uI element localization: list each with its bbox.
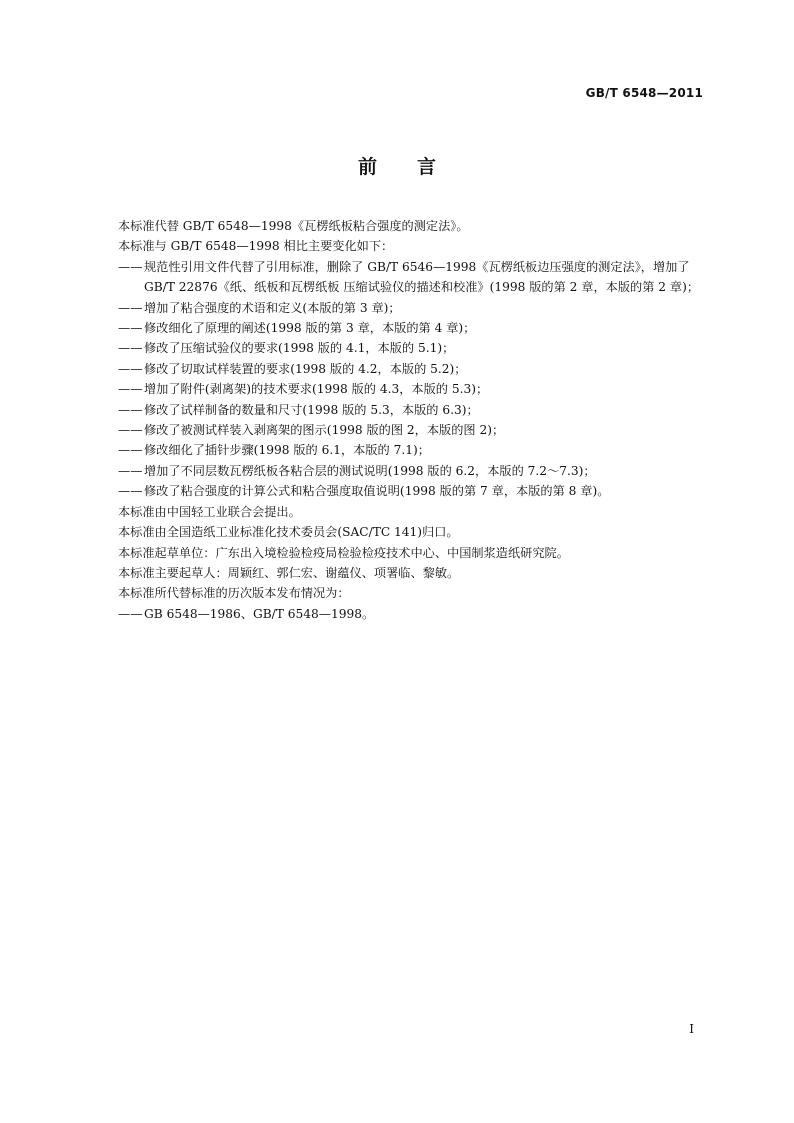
list-dash: —— <box>118 341 143 356</box>
closing-paragraph: 本标准起草单位：广东出入境检验检疫局检验检疫技术中心、中国制浆造纸研究院。 <box>118 545 569 560</box>
change-list-item <box>118 298 708 318</box>
change-list-item <box>118 461 708 481</box>
list-dash: —— <box>118 484 143 499</box>
change-item-text: 修改了切取试样装置的要求(1998 版的 4.2，本版的 5.2)； <box>144 361 467 376</box>
intro-paragraph: 本标准与 GB/T 6548—1998 相比主要变化如下： <box>118 239 394 254</box>
change-list-item <box>118 318 708 338</box>
list-dash: —— <box>118 361 143 376</box>
change-item-text: 增加了粘合强度的术语和定义(本版的第 3 章)； <box>144 300 401 315</box>
change-list-item <box>118 359 708 379</box>
change-list-item <box>118 379 708 399</box>
change-list-item <box>118 481 708 501</box>
change-item-text: 增加了不同层数瓦楞纸板各粘合层的测试说明(1998 版的 6.2，本版的 7.2～7.3)； <box>144 463 596 478</box>
change-item-text: 修改了被测试样装入剥离架的图示(1998 版的图 2，本版的图 2)； <box>144 423 505 438</box>
page-title: 前言 <box>357 156 476 178</box>
page-number: I <box>689 1022 694 1036</box>
closing-paragraph: 本标准由中国轻工业联合会提出。 <box>118 504 301 519</box>
intro-paragraph: 本标准代替 GB/T 6548—1998《瓦楞纸板粘合强度的测定法》。 <box>118 219 469 233</box>
change-item-text: 修改了压缩试验仪的要求(1998 版的 4.1，本版的 5.1)； <box>144 341 455 356</box>
history-list-item <box>118 604 708 624</box>
change-item-text: 修改细化了原理的阐述(1998 版的第 3 章，本版的第 4 章)； <box>144 321 476 336</box>
change-item-text: 规范性引用文件代替了引用标准，删除了 GB/T 6546—1998《瓦楞纸板边压强度的测定法》，增加了 GB/T 22876《纸、纸板和瓦楞纸板 压缩试验仪的描述和校准》(1998 版的第 2 章，本版的第 2 章)； <box>144 259 700 295</box>
change-list-item <box>118 257 708 298</box>
list-dash: —— <box>118 402 143 417</box>
change-item-text: 修改了粘合强度的计算公式和粘合强度取值说明(1998 版的第 7 章，本版的第 8 章)。 <box>144 484 610 499</box>
closing-paragraph: 本标准主要起草人：周颖红、郭仁宏、谢蕴仪、项署临、黎敏。 <box>118 565 460 580</box>
change-list-item <box>118 420 708 440</box>
standard-number: GB/T 6548—2011 <box>585 86 703 100</box>
closing-paragraph: 本标准由全国造纸工业标准化技术委员会(SAC/TC 141)归口。 <box>118 525 459 540</box>
list-dash: —— <box>118 259 143 274</box>
closing-paragraph: 本标准所代替标准的历次版本发布情况为： <box>118 586 350 601</box>
list-dash: —— <box>118 423 143 438</box>
list-dash: —— <box>118 443 143 458</box>
change-item-text: 增加了附件(剥离架)的技术要求(1998 版的 4.3，本版的 5.3)； <box>144 382 489 397</box>
change-list-item <box>118 440 708 460</box>
list-dash: —— <box>118 300 143 315</box>
list-dash: —— <box>118 321 143 336</box>
change-list-item <box>118 338 708 358</box>
list-dash: —— <box>118 606 143 621</box>
foreword-body <box>118 216 708 624</box>
history-item-text: GB 6548—1986、GB/T 6548—1998。 <box>144 606 375 621</box>
change-list-item <box>118 400 708 420</box>
change-item-text: 修改了试样制备的数量和尺寸(1998 版的 5.3，本版的 6.3)； <box>144 402 479 417</box>
list-dash: —— <box>118 382 143 397</box>
change-item-text: 修改细化了插针步骤(1998 版的 6.1，本版的 7.1)； <box>144 443 430 458</box>
list-dash: —— <box>118 463 143 478</box>
